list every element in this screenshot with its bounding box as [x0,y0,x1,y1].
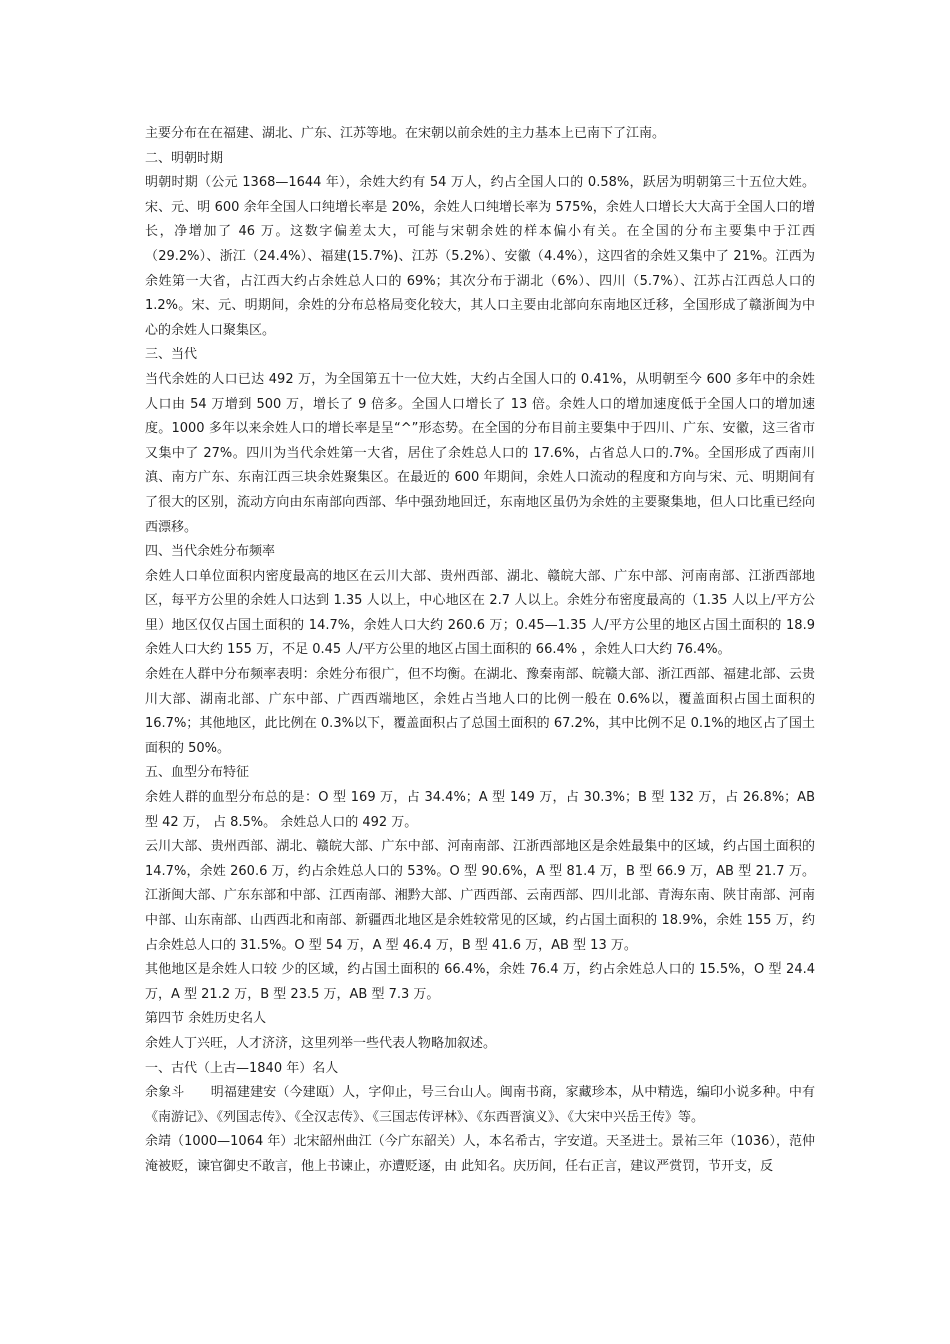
section-heading: 三、当代 [145,347,198,363]
chapter-heading: 第四节 余姓历史名人 [145,1011,267,1027]
document-body [145,122,815,1180]
section-heading: 一、古代（上古—1840 年）名人 [145,1060,339,1076]
section-heading: 五、血型分布特征 [145,765,250,781]
paragraph: 余靖（1000—1064 年）北宋韶州曲江（今广东韶关）人，本名希古，字安道。天圣进士。景祐三年（1036），范仲淹被贬，谏官御史不敢言，他上书谏止，亦遭贬逐，由 此知名。庆历间，任右正言，建议严赏罚，节开支，反 [145,1134,815,1174]
paragraph: 余姓人群的血型分布总的是：O 型 169 万，占 34.4%；A 型 149 万，占 30.3%；B 型 132 万，占 26.8%；AB 型 42 万， 占 8.5%。 余姓总人口的 492 万。 [145,790,815,830]
paragraph: 当代余姓的人口已达 492 万，为全国第五十一位大姓，大约占全国人口的 0.41%，从明朝至今 600 多年中的余姓人口由 54 万增到 500 万，增长了 9 倍多。全国人口增长了 13 倍。余姓人口的增加速度低于全国人口的增加速度。1000 多年以来余姓人口的增长率是呈“^”形态势。在全国的分布目前主要集中于四川、广东、安徽，这三省市又集中了 27%。四川为当代余姓第一大省，居住了余姓总人口的 17.6%，占省总人口的.7%。全国形成了西南川滇、南方广东、东南江西三块余姓聚集区。在最近的 600 年期间，余姓人口流动的程度和方向与宋、元、明期间有了很大的区别，流动方向由东南部向西部、华中强劲地回迁，东南地区虽仍为余姓的主要聚集地，但人口比重已经向西漂移。 [145,371,815,535]
section-heading: 四、当代余姓分布频率 [145,544,276,560]
paragraph: 余姓在人群中分布频率表明：余姓分布很广，但不均衡。在湖北、豫秦南部、皖赣大部、浙江西部、福建北部、云贵川大部、湖南北部、广东中部、广西西端地区，余姓占当地人口的比例一般在 0.6%以，覆盖面积占国土面积的 16.7%；其他地区，此比例在 0.3%以下，覆盖面积占了总国土面积的 67.2%，其中比例不足 0.1%的地区占了国土面积的 50%。 [145,667,815,756]
paragraph: 云川大部、贵州西部、湖北、赣皖大部、广东中部、河南南部、江浙西部地区是余姓最集中的区域，约占国土面积的 14.7%，余姓 260.6 万，约占余姓总人口的 53%。O 型 90.6%，A 型 81.4 万，B 型 66.9 万，AB 型 21.7 万。江浙闽大部、广东东部和中部、江西南部、湘黔大部、广西西部、云南西部、四川北部、青海东南、陕甘南部、河南中部、山东南部、山西西北和南部、新疆西北地区是余姓较常见的区域，约占国土面积的 18.9%，余姓 155 万，约占余姓总人口的 31.5%。O 型 54 万，A 型 46.4 万，B 型 41.6 万，AB 型 13 万。 [145,839,815,953]
paragraph: 余姓人丁兴旺，人才济济，这里列举一些代表人物略加叙述。 [145,1035,497,1051]
paragraph: 其他地区是余姓人口较 少的区域，约占国土面积的 66.4%，余姓 76.4 万，约占余姓总人口的 15.5%，O 型 24.4 万，A 型 21.2 万，B 型 23.5 万，AB 型 7.3 万。 [145,962,815,1002]
paragraph: 余象斗 明福建建安（今建瓯）人，字仰止，号三台山人。闽南书商，家藏珍本，从中精选，编印小说多种。中有《南游记》、《列国志传》、《全汉志传》、《三国志传评林》、《东西晋演义》、《大宋中兴岳王传》等。 [145,1085,815,1125]
paragraph: 余姓人口单位面积内密度最高的地区在云川大部、贵州西部、湖北、赣皖大部、广东中部、河南南部、江浙西部地区，每平方公里的余姓人口达到 1.35 人以上，中心地区在 2.7 人以上。余姓分布密度最高的（1.35 人以上/平方公里）地区仅仅占国土面积的 14.7%，余姓人口大约 260.6 万；0.45—1.35 人/平方公里的地区占国土面积的 18.9 余姓人口大约 155 万，不足 0.45 人/平方公里的地区占国土面积的 66.4% ，余姓人口大约 76.4%。 [145,568,815,658]
paragraph: 主要分布在在福建、湖北、广东、江苏等地。在宋朝以前余姓的主力基本上已南下了江南。 [145,126,666,141]
paragraph: 明朝时期（公元 1368—1644 年），余姓大约有 54 万人，约占全国人口的 0.58%，跃居为明朝第三十五位大姓。宋、元、明 600 余年全国人口纯增长率是 20%，余姓人口纯增长率为 575%，余姓人口增长大大高于全国人口的增长，净增加了 46 万。这数字偏差太大，可能与宋朝余姓的样本偏小有关。在全国的分布主要集中于江西（29.2%）、浙江（24.4%）、福建(15.7%)、江苏（5.2%）、安徽（4.4%），这四省的余姓又集中了 21%。江西为余姓第一大省，占江西大约占余姓总人口的 69%；其次分布于湖北（6%）、四川（5.7%）、江苏占江西总人口的 1.2%。宋、元、明期间，余姓的分布总格局变化较大，其人口主要由北部向东南地区迁移，全国形成了赣浙闽为中心的余姓人口聚集区。 [145,175,815,338]
section-heading: 二、明朝时期 [145,150,224,166]
